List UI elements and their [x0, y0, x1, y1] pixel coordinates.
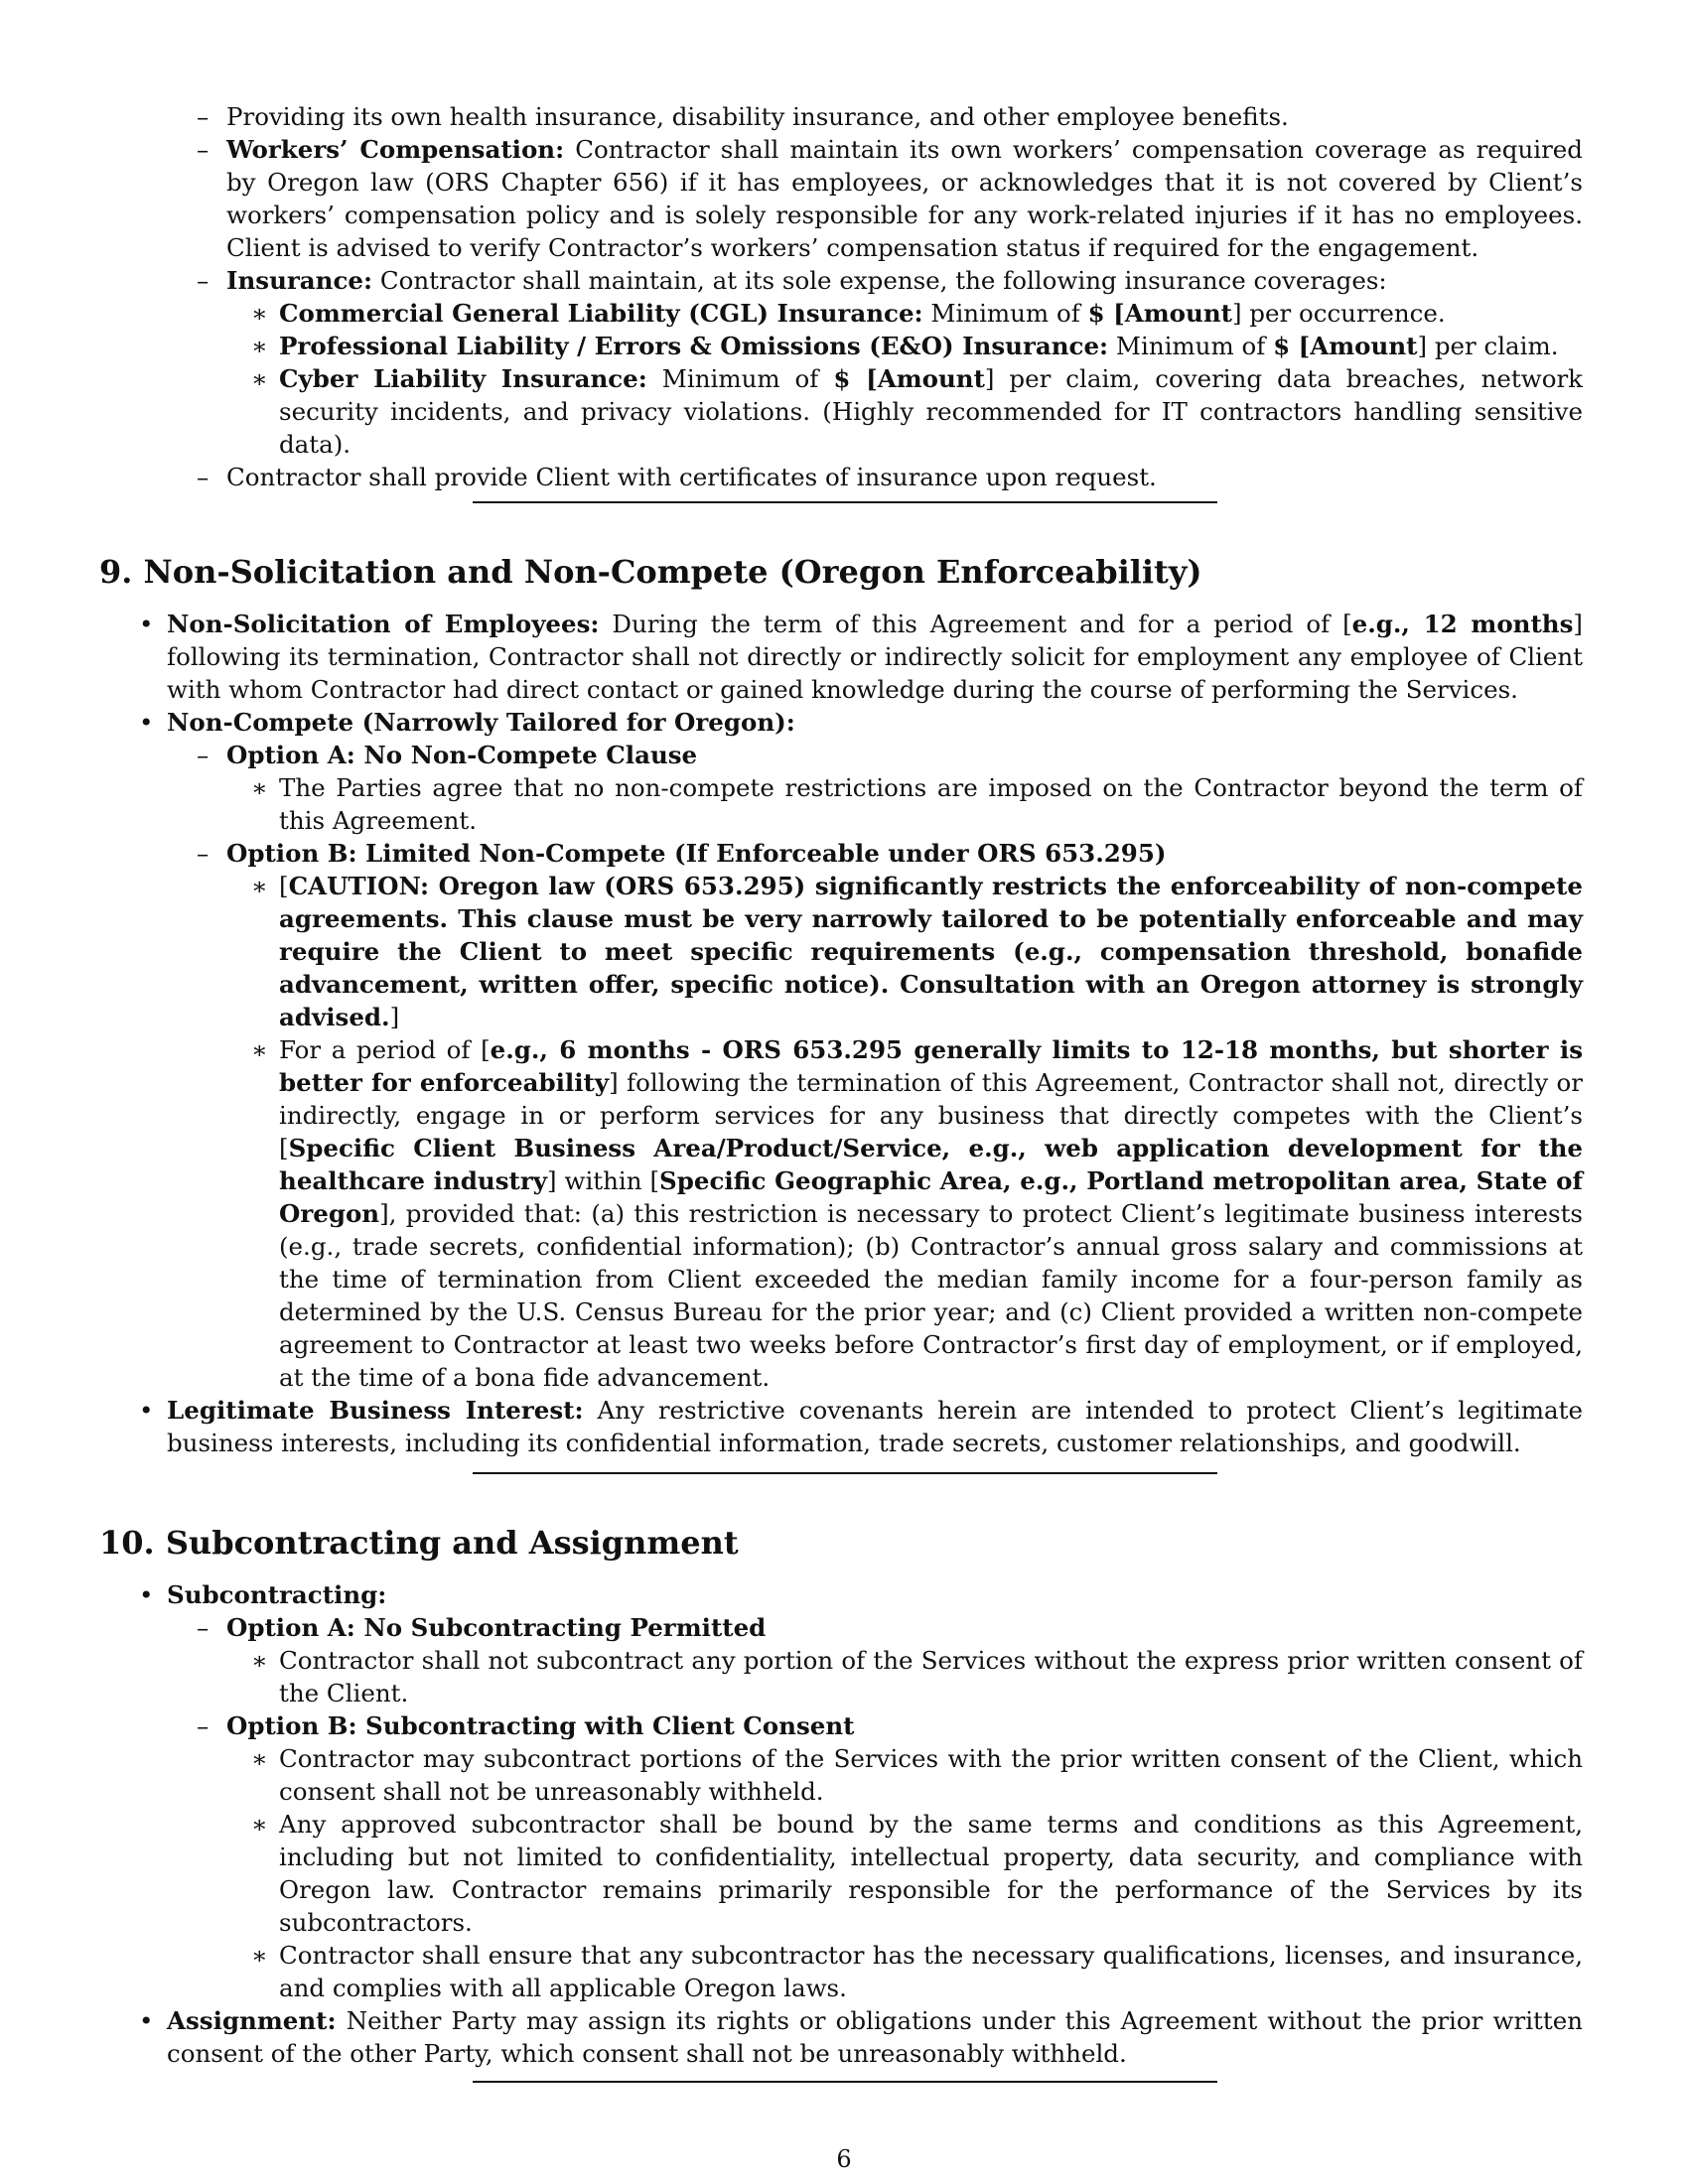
list-item: – Option B: Limited Non-Compete (If Enforceable under ORS 653.295) ∗ [CAUTION: Oregon law (ORS 653.295) significantly restricts the enforceability of non-compete agreements. This clause must be very narrowly tailored to be potentially enforceable and may require the Client to meet specific requirements (e.g., compensation threshold, bonafide advancement, written offer, specific notice). Consultation with an Oregon attorney is strongly advised.] ∗ For a period of [e.g., 6 months - ORS 653.295 generally limits to 12-18 months, but shorter is better for enforceability] following the termination of this Agreement, Contractor shall not, directly or indirectly, engage in or perform services for any business that directly competes with the Client’s [Specific Client Business Area/Product/Service, e.g., web application development for the healthcare industry] within [Specific Geographic Area, e.g., Portland metropolitan area, State of Oregon], provided that: (a) this restriction is necessary to protect Client’s legitimate business interests (e.g., trade secrets, confidential information); (b) Contractor’s annual gross salary and commissions at the time of termination from Client exceeded the median family income for a four-person family as determined by the U.S. Census Bureau for the prior year; and (c) Client provided a written non-compete agreement to Contractor at least two weeks before Contractor’s first day of employment, or if employed, at the time of a bona fide advancement. [167, 837, 1583, 1394]
list-item: ∗ Any approved subcontractor shall be bound by the same terms and conditions as this Agreement, including but not limited to confidentiality, intellectual property, data security, and compliance with Oregon law. Contractor remains primarily responsible for the performance of the Services by its subcontractors. [226, 1808, 1583, 1939]
list-item: ∗ Contractor shall ensure that any subcontractor has the necessary qualifications, licenses, and insurance, and complies with all applicable Oregon laws. [226, 1939, 1583, 2004]
section9-body [99, 608, 1583, 1459]
list-item: – Contractor shall provide Client with certificates of insurance upon request. [167, 461, 1583, 493]
list-item: ∗ Contractor shall not subcontract any portion of the Services without the express prior written consent of the Client. [226, 1644, 1583, 1709]
section-heading: 10. Subcontracting and Assignment [99, 1524, 739, 1562]
list-item: • Subcontracting: – Option A: No Subcontracting Permitted ∗ Contractor shall not subcontract any portion of the Services without the express prior written consent of the Client. – Option B: Subcontracting with Client Consent ∗ Contractor may subcontract portions of the Services with the prior written consent of the Client, which consent shall not be unreasonably withheld. ∗ Any approved subcontractor shall be bound by the same terms and conditions as this Agreement, including but not limited to confidentiality, intellectual property, data security, and compliance with Oregon law. Contractor remains primarily responsible for the performance of the Services by its subcontractors. ∗ Contractor shall ensure that any subcontractor has the necessary qualifications, licenses, and insurance, and complies with all applicable Oregon laws. [99, 1578, 1583, 2004]
list-item: • Assignment: Neither Party may assign its rights or obligations under this Agreement without the prior written consent of the other Party, which consent shall not be unreasonably withheld. [99, 2004, 1583, 2070]
list-item: – Option A: No Non-Compete Clause ∗ The Parties agree that no non-compete restrictions are imposed on the Contractor beyond the term of this Agreement. [167, 739, 1583, 837]
caution-note: ∗ [CAUTION: Oregon law (ORS 653.295) significantly restricts the enforceability of non-compete agreements. This clause must be very narrowly tailored to be potentially enforceable and may require the Client to meet specific requirements (e.g., compensation threshold, bonafide advancement, written offer, specific notice). Consultation with an Oregon attorney is strongly advised.] [226, 870, 1583, 1033]
list-item: ∗ Professional Liability / Errors & Omissions (E&O) Insurance: Minimum of $ [Amount] per claim. [226, 330, 1583, 362]
section-divider [473, 2081, 1217, 2083]
list-item: – Providing its own health insurance, disability insurance, and other employee benefits. [167, 100, 1583, 133]
section-divider [473, 1472, 1217, 1474]
section10-body [99, 1578, 1583, 2070]
list-item: ∗ Cyber Liability Insurance: Minimum of $ [Amount] per claim, covering data breaches, network security incidents, and privacy violations. (Highly recommended for IT contractors handling sensitive data). [226, 362, 1583, 461]
insurance-obligations-list [167, 100, 1583, 493]
section-heading: 9. Non-Solicitation and Non-Compete (Oregon Enforceability) [99, 553, 1202, 591]
list-item: ∗ For a period of [e.g., 6 months - ORS 653.295 generally limits to 12-18 months, but shorter is better for enforceability] following the termination of this Agreement, Contractor shall not, directly or indirectly, engage in or perform services for any business that directly competes with the Client’s [Specific Client Business Area/Product/Service, e.g., web application development for the healthcare industry] within [Specific Geographic Area, e.g., Portland metropolitan area, State of Oregon], provided that: (a) this restriction is necessary to protect Client’s legitimate business interests (e.g., trade secrets, confidential information); (b) Contractor’s annual gross salary and commissions at the time of termination from Client exceeded the median family income for a four-person family as determined by the U.S. Census Bureau for the prior year; and (c) Client provided a written non-compete agreement to Contractor at least two weeks before Contractor’s first day of employment, or if employed, at the time of a bona fide advancement. [226, 1033, 1583, 1394]
section-divider [473, 501, 1217, 503]
list-item: – Option A: No Subcontracting Permitted ∗ Contractor shall not subcontract any portion of the Services without the express prior written consent of the Client. [167, 1611, 1583, 1709]
list-item: – Insurance: Contractor shall maintain, at its sole expense, the following insurance coverages: ∗ Commercial General Liability (CGL) Insurance: Minimum of $ [Amount] per occurrence. ∗ Professional Liability / Errors & Omissions (E&O) Insurance: Minimum of $ [Amount] per claim. ∗ Cyber Liability Insurance: Minimum of $ [Amount] per claim, covering data breaches, network security incidents, and privacy violations. (Highly recommended for IT contractors handling sensitive data). [167, 264, 1583, 461]
list-item: • Non-Solicitation of Employees: During the term of this Agreement and for a period of [e.g., 12 months] following its termination, Contractor shall not directly or indirectly solicit for employment any employee of Client with whom Contractor had direct contact or gained knowledge during the course of performing the Services. [99, 608, 1583, 706]
list-item: • Non-Compete (Narrowly Tailored for Oregon): – Option A: No Non-Compete Clause ∗ The Parties agree that no non-compete restrictions are imposed on the Contractor beyond the term of this Agreement. – Option B: Limited Non-Compete (If Enforceable under ORS 653.295) ∗ [CAUTION: Oregon law (ORS 653.295) significantly restricts the enforceability of non-compete agreements. This clause must be very narrowly tailored to be potentially enforceable and may require the Client to meet specific requirements (e.g., compensation threshold, bonafide advancement, written offer, specific notice). Consultation with an Oregon attorney is strongly advised.] ∗ For a period of [e.g., 6 months - ORS 653.295 generally limits to 12-18 months, but shorter is better for enforceability] following the termination of this Agreement, Contractor shall not, directly or indirectly, engage in or perform services for any business that directly competes with the Client’s [Specific Client Business Area/Product/Service, e.g., web application development for the healthcare industry] within [Specific Geographic Area, e.g., Portland metropolitan area, State of Oregon], provided that: (a) this restriction is necessary to protect Client’s legitimate business interests (e.g., trade secrets, confidential information); (b) Contractor’s annual gross salary and commissions at the time of termination from Client exceeded the median family income for a four-person family as determined by the U.S. Census Bureau for the prior year; and (c) Client provided a written non-compete agreement to Contractor at least two weeks before Contractor’s first day of employment, or if employed, at the time of a bona fide advancement. [99, 706, 1583, 1394]
list-item: • Legitimate Business Interest: Any restrictive covenants herein are intended to protect Client’s legitimate business interests, including its confidential information, trade secrets, customer relationships, and goodwill. [99, 1394, 1583, 1459]
list-item: ∗ Commercial General Liability (CGL) Insurance: Minimum of $ [Amount] per occurrence. [226, 297, 1583, 330]
list-item: ∗ The Parties agree that no non-compete restrictions are imposed on the Contractor beyond the term of this Agreement. [226, 771, 1583, 837]
list-item: ∗ Contractor may subcontract portions of the Services with the prior written consent of the Client, which consent shall not be unreasonably withheld. [226, 1742, 1583, 1808]
page-number: 6 [836, 2145, 852, 2173]
list-item: – Option B: Subcontracting with Client Consent ∗ Contractor may subcontract portions of the Services with the prior written consent of the Client, which consent shall not be unreasonably withheld. ∗ Any approved subcontractor shall be bound by the same terms and conditions as this Agreement, including but not limited to confidentiality, intellectual property, data security, and compliance with Oregon law. Contractor remains primarily responsible for the performance of the Services by its subcontractors. ∗ Contractor shall ensure that any subcontractor has the necessary qualifications, licenses, and insurance, and complies with all applicable Oregon laws. [167, 1709, 1583, 2004]
list-item: – Workers’ Compensation: Contractor shall maintain its own workers’ compensation coverage as required by Oregon law (ORS Chapter 656) if it has employees, or acknowledges that it is not covered by Client’s workers’ compensation policy and is solely responsible for any work-related injuries if it has no employees. Client is advised to verify Contractor’s workers’ compensation status if required for the engagement. [167, 133, 1583, 264]
